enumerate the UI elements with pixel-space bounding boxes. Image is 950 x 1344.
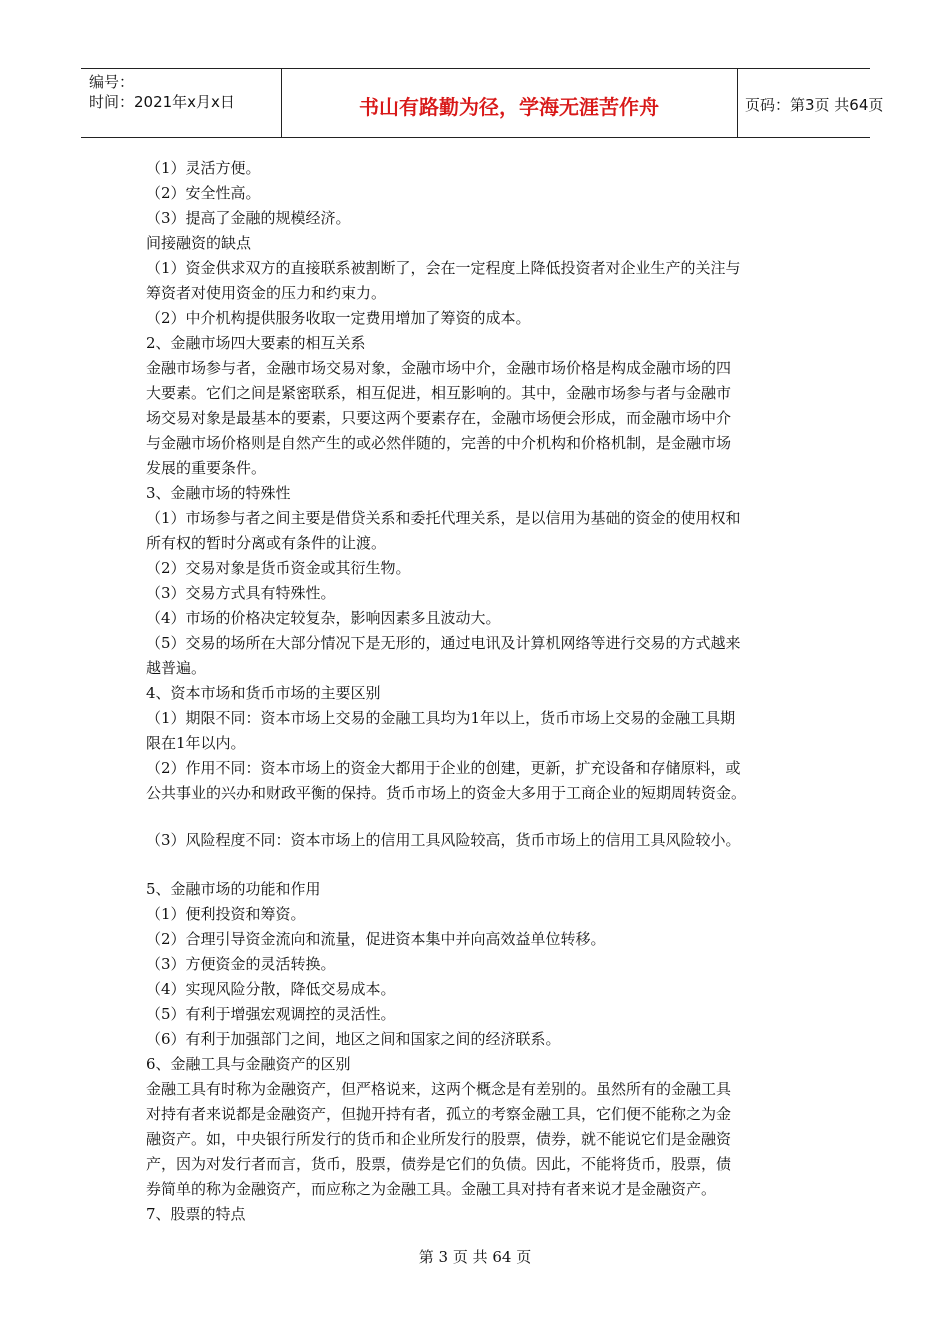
body-text-line: 4、资本市场和货币市场的主要区别 [146, 684, 381, 702]
body-text-line: （3）交易方式具有特殊性。 [146, 584, 336, 602]
body-text-line: 5、金融市场的功能和作用 [146, 880, 321, 898]
body-text-line: 金融市场参与者，金融市场交易对象，金融市场中介，金融市场价格是构成金融市场的四 [146, 359, 732, 377]
header-page-cell [737, 69, 884, 137]
body-text-line: （4）实现风险分散，降低交易成本。 [146, 980, 396, 998]
body-text-line: （3）风险程度不同：资本市场上的信用工具风险较高，货币市场上的信用工具风险较小。 [146, 831, 741, 849]
body-text-line: 越普遍。 [146, 659, 207, 677]
document-body [146, 156, 812, 1227]
body-text-line: （6）有利于加强部门之间，地区之间和国家之间的经济联系。 [146, 1030, 561, 1048]
header-meta-cell [81, 69, 282, 137]
body-text-line: 限在1年以内。 [146, 734, 246, 752]
body-text-line: （2）作用不同：资本市场上的资金大都用于企业的创建，更新，扩充设备和存储原料，或 [146, 759, 741, 777]
body-section-3 [146, 877, 812, 1227]
body-text-line: 所有权的暂时分离或有条件的让渡。 [146, 534, 387, 552]
body-text-line: （1）市场参与者之间主要是借贷关系和委托代理关系，是以信用为基础的资金的使用权和 [146, 509, 741, 527]
body-text-line: 券简单的称为金融资产，而应称之为金融工具。金融工具对持有者来说才是金融资产。 [146, 1180, 717, 1198]
body-text-line: 场交易对象是最基本的要素，只要这两个要素存在，金融市场便会形成，而金融市场中介 [146, 409, 732, 427]
body-text-line: （4）市场的价格决定较复杂，影响因素多且波动大。 [146, 609, 501, 627]
body-text-line: （1）便利投资和筹资。 [146, 905, 306, 923]
body-text-line: 筹资者对使用资金的压力和约束力。 [146, 284, 387, 302]
body-text-line: （1）资金供求双方的直接联系被割断了，会在一定程度上降低投资者对企业生产的关注与 [146, 259, 741, 277]
body-section-2 [146, 828, 812, 853]
number-label: 编号： [89, 73, 135, 91]
body-text-line: 3、金融市场的特殊性 [146, 484, 291, 502]
time-label: 时间：2021年x月x日 [89, 93, 235, 111]
header-motto-cell [281, 69, 738, 137]
paragraph-gap [146, 806, 812, 828]
body-text-line: （3）方便资金的灵活转换。 [146, 955, 336, 973]
page-footer: 第 3 页 共 64 页 [418, 1248, 532, 1266]
body-text-line: （2）中介机构提供服务收取一定费用增加了筹资的成本。 [146, 309, 531, 327]
body-text-line: 2、金融市场四大要素的相互关系 [146, 334, 366, 352]
body-text-line: （2）合理引导资金流向和流量，促进资本集中并向高效益单位转移。 [146, 930, 606, 948]
body-text-line: 6、金融工具与金融资产的区别 [146, 1055, 351, 1073]
page-header [81, 68, 884, 138]
body-text-line: （5）交易的场所在大部分情况下是无形的，通过电讯及计算机网络等进行交易的方式越来 [146, 634, 741, 652]
body-text-line: 与金融市场价格则是自然产生的或必然伴随的，完善的中介机构和价格机制，是金融市场 [146, 434, 732, 452]
body-text-line: 间接融资的缺点 [146, 234, 252, 252]
body-text-line: 融资产。如，中央银行所发行的货币和企业所发行的股票，债券，就不能说它们是金融资 [146, 1130, 732, 1148]
body-text-line: （2）交易对象是货币资金或其衍生物。 [146, 559, 411, 577]
header-page-info: 页码：第3页 共64页 [745, 96, 884, 114]
body-text-line: （1）灵活方便。 [146, 159, 261, 177]
body-text-line: （3）提高了金融的规模经济。 [146, 209, 351, 227]
paragraph-gap [146, 853, 812, 877]
body-text-line: 产，因为对发行者而言，货币，股票，债券是它们的负债。因此，不能将货币，股票，债 [146, 1155, 732, 1173]
body-text-line: （5）有利于增强宏观调控的灵活性。 [146, 1005, 396, 1023]
body-text-line: 发展的重要条件。 [146, 459, 267, 477]
header-motto: 书山有路勤为径，学海无涯苦作舟 [359, 95, 659, 119]
body-section-1 [146, 156, 812, 806]
body-text-line: （1）期限不同：资本市场上交易的金融工具均为1年以上，货币市场上交易的金融工具期 [146, 709, 736, 727]
body-text-line: 对持有者来说都是金融资产，但抛开持有者，孤立的考察金融工具，它们便不能称之为金 [146, 1105, 732, 1123]
body-text-line: 公共事业的兴办和财政平衡的保持。货币市场上的资金大多用于工商企业的短期周转资金。 [146, 784, 747, 802]
body-text-line: 7、股票的特点 [146, 1205, 246, 1223]
body-text-line: 大要素。它们之间是紧密联系，相互促进，相互影响的。其中，金融市场参与者与金融市 [146, 384, 732, 402]
body-text-line: 金融工具有时称为金融资产，但严格说来，这两个概念是有差别的。虽然所有的金融工具 [146, 1080, 732, 1098]
body-text-line: （2）安全性高。 [146, 184, 261, 202]
